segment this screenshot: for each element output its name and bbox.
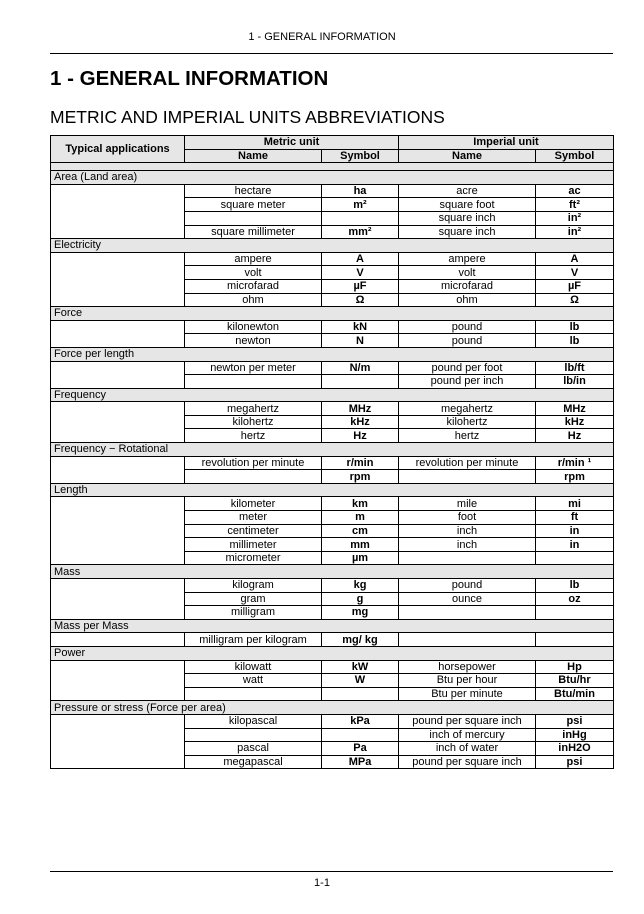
category-label: Electricity — [51, 239, 614, 253]
category-label: Area (Land area) — [51, 171, 614, 185]
imperial-name-cell: inch of mercury — [399, 728, 536, 742]
metric-symbol-cell — [322, 211, 399, 225]
metric-symbol-cell: r/min — [322, 456, 399, 470]
imperial-symbol-cell: psi — [536, 714, 614, 728]
metric-symbol-cell — [322, 728, 399, 742]
metric-name-cell: micrometer — [185, 551, 322, 565]
category-row — [51, 443, 614, 457]
table-row — [51, 633, 614, 647]
table-row — [51, 402, 614, 416]
metric-symbol-cell: mg — [322, 606, 399, 620]
metric-name-cell: newton per meter — [185, 361, 322, 375]
metric-symbol-cell: N — [322, 334, 399, 348]
imperial-name-cell: square inch — [399, 225, 536, 239]
metric-name-cell: microfarad — [185, 279, 322, 293]
metric-symbol-cell: Ω — [322, 293, 399, 307]
imperial-symbol-cell: in² — [536, 225, 614, 239]
imperial-name-cell: megahertz — [399, 402, 536, 416]
typical-application-cell — [51, 402, 185, 443]
metric-symbol-cell: mm² — [322, 225, 399, 239]
category-row — [51, 619, 614, 633]
metric-symbol-cell: V — [322, 266, 399, 280]
imperial-symbol-cell: mi — [536, 497, 614, 511]
col-header-metric-unit: Metric unit — [185, 136, 399, 150]
metric-name-cell — [185, 470, 322, 484]
metric-symbol-cell: m — [322, 511, 399, 525]
imperial-symbol-cell: Hp — [536, 660, 614, 674]
imperial-symbol-cell: Hz — [536, 429, 614, 443]
table-row — [51, 184, 614, 198]
category-row — [51, 388, 614, 402]
metric-name-cell: volt — [185, 266, 322, 280]
imperial-name-cell: ounce — [399, 592, 536, 606]
imperial-name-cell: Btu per hour — [399, 674, 536, 688]
metric-symbol-cell: A — [322, 252, 399, 266]
metric-symbol-cell: kg — [322, 579, 399, 593]
metric-symbol-cell: W — [322, 674, 399, 688]
metric-symbol-cell: kHz — [322, 415, 399, 429]
metric-name-cell: gram — [185, 592, 322, 606]
metric-symbol-cell: km — [322, 497, 399, 511]
metric-symbol-cell: N/m — [322, 361, 399, 375]
metric-symbol-cell: kN — [322, 320, 399, 334]
category-label: Force per length — [51, 347, 614, 361]
imperial-symbol-cell — [536, 606, 614, 620]
metric-name-cell: kilopascal — [185, 714, 322, 728]
metric-name-cell — [185, 728, 322, 742]
imperial-name-cell — [399, 470, 536, 484]
imperial-name-cell: square inch — [399, 211, 536, 225]
typical-application-cell — [51, 497, 185, 565]
table-row — [51, 497, 614, 511]
imperial-symbol-cell: r/min ¹ — [536, 456, 614, 470]
metric-symbol-cell — [322, 375, 399, 389]
imperial-symbol-cell: rpm — [536, 470, 614, 484]
imperial-symbol-cell: A — [536, 252, 614, 266]
metric-name-cell — [185, 211, 322, 225]
typical-application-cell — [51, 660, 185, 701]
footer-rule — [50, 871, 613, 872]
imperial-symbol-cell: in — [536, 538, 614, 552]
imperial-name-cell: pound — [399, 334, 536, 348]
category-label: Mass — [51, 565, 614, 579]
section-title: METRIC AND IMPERIAL UNITS ABBREVIATIONS — [50, 107, 445, 127]
typical-application-cell — [51, 320, 185, 347]
metric-name-cell: pascal — [185, 742, 322, 756]
metric-name-cell: kilohertz — [185, 415, 322, 429]
metric-name-cell — [185, 375, 322, 389]
category-label: Force — [51, 307, 614, 321]
imperial-symbol-cell: Btu/hr — [536, 674, 614, 688]
metric-name-cell: newton — [185, 334, 322, 348]
col-header-imperial-symbol: Symbol — [536, 149, 614, 163]
category-row — [51, 483, 614, 497]
metric-symbol-cell: MHz — [322, 402, 399, 416]
metric-name-cell: square millimeter — [185, 225, 322, 239]
category-label: Frequency − Rotational — [51, 443, 614, 457]
imperial-symbol-cell: lb — [536, 579, 614, 593]
table-row — [51, 456, 614, 470]
imperial-symbol-cell: lb/ft — [536, 361, 614, 375]
imperial-symbol-cell: in² — [536, 211, 614, 225]
metric-symbol-cell: m² — [322, 198, 399, 212]
imperial-name-cell: square foot — [399, 198, 536, 212]
category-row — [51, 565, 614, 579]
typical-application-cell — [51, 252, 185, 306]
metric-symbol-cell: kPa — [322, 714, 399, 728]
imperial-name-cell — [399, 633, 536, 647]
category-row — [51, 701, 614, 715]
imperial-symbol-cell — [536, 633, 614, 647]
col-header-imperial-unit: Imperial unit — [399, 136, 614, 150]
category-row — [51, 307, 614, 321]
col-header-metric-name: Name — [185, 149, 322, 163]
imperial-symbol-cell: V — [536, 266, 614, 280]
imperial-name-cell: hertz — [399, 429, 536, 443]
imperial-name-cell: kilohertz — [399, 415, 536, 429]
imperial-name-cell — [399, 606, 536, 620]
metric-name-cell: ampere — [185, 252, 322, 266]
category-row — [51, 347, 614, 361]
imperial-name-cell: acre — [399, 184, 536, 198]
typical-application-cell — [51, 456, 185, 483]
table-row — [51, 660, 614, 674]
imperial-name-cell: Btu per minute — [399, 687, 536, 701]
units-table — [50, 135, 614, 769]
imperial-name-cell — [399, 551, 536, 565]
category-row — [51, 171, 614, 185]
imperial-name-cell: pound per square inch — [399, 714, 536, 728]
imperial-symbol-cell: ft² — [536, 198, 614, 212]
imperial-name-cell: pound — [399, 320, 536, 334]
imperial-name-cell: pound per foot — [399, 361, 536, 375]
imperial-name-cell: inch of water — [399, 742, 536, 756]
imperial-symbol-cell: in — [536, 524, 614, 538]
metric-name-cell: kilometer — [185, 497, 322, 511]
metric-name-cell: milligram per kilogram — [185, 633, 322, 647]
col-header-typical-applications: Typical applications — [51, 136, 185, 163]
imperial-name-cell: horsepower — [399, 660, 536, 674]
metric-name-cell: hectare — [185, 184, 322, 198]
imperial-symbol-cell: psi — [536, 755, 614, 769]
imperial-name-cell: pound — [399, 579, 536, 593]
table-row — [51, 579, 614, 593]
metric-name-cell: hertz — [185, 429, 322, 443]
imperial-symbol-cell — [536, 551, 614, 565]
page-title: 1 - GENERAL INFORMATION — [50, 67, 329, 90]
imperial-symbol-cell: lb — [536, 320, 614, 334]
metric-name-cell: ohm — [185, 293, 322, 307]
metric-name-cell: watt — [185, 674, 322, 688]
metric-symbol-cell — [322, 687, 399, 701]
table-row — [51, 361, 614, 375]
imperial-name-cell: inch — [399, 538, 536, 552]
imperial-name-cell: ohm — [399, 293, 536, 307]
imperial-name-cell: mile — [399, 497, 536, 511]
table-spacer-row — [51, 163, 614, 171]
category-label: Power — [51, 646, 614, 660]
units-table-body — [51, 163, 614, 769]
metric-name-cell: millimeter — [185, 538, 322, 552]
typical-application-cell — [51, 579, 185, 620]
metric-name-cell — [185, 687, 322, 701]
metric-symbol-cell: Hz — [322, 429, 399, 443]
metric-symbol-cell: µm — [322, 551, 399, 565]
imperial-symbol-cell: inHg — [536, 728, 614, 742]
metric-name-cell: kilowatt — [185, 660, 322, 674]
metric-name-cell: centimeter — [185, 524, 322, 538]
metric-symbol-cell: cm — [322, 524, 399, 538]
metric-symbol-cell: MPa — [322, 755, 399, 769]
typical-application-cell — [51, 361, 185, 388]
imperial-name-cell: volt — [399, 266, 536, 280]
imperial-name-cell: ampere — [399, 252, 536, 266]
typical-application-cell — [51, 714, 185, 768]
metric-name-cell: milligram — [185, 606, 322, 620]
metric-symbol-cell: rpm — [322, 470, 399, 484]
col-header-imperial-name: Name — [399, 149, 536, 163]
metric-symbol-cell: mg/ kg — [322, 633, 399, 647]
category-row — [51, 239, 614, 253]
page-number: 1-1 — [314, 877, 330, 889]
metric-name-cell: meter — [185, 511, 322, 525]
imperial-name-cell: inch — [399, 524, 536, 538]
table-row — [51, 320, 614, 334]
table-spacer-cell — [51, 163, 614, 171]
imperial-name-cell: microfarad — [399, 279, 536, 293]
typical-application-cell — [51, 633, 185, 647]
imperial-symbol-cell: ac — [536, 184, 614, 198]
typical-application-cell — [51, 184, 185, 238]
imperial-symbol-cell: ft — [536, 511, 614, 525]
imperial-symbol-cell: Ω — [536, 293, 614, 307]
imperial-symbol-cell: inH2O — [536, 742, 614, 756]
metric-symbol-cell: mm — [322, 538, 399, 552]
category-label: Pressure or stress (Force per area) — [51, 701, 614, 715]
imperial-symbol-cell: oz — [536, 592, 614, 606]
imperial-symbol-cell: Btu/min — [536, 687, 614, 701]
col-header-metric-symbol: Symbol — [322, 149, 399, 163]
metric-symbol-cell: kW — [322, 660, 399, 674]
category-label: Mass per Mass — [51, 619, 614, 633]
metric-symbol-cell: g — [322, 592, 399, 606]
imperial-name-cell: foot — [399, 511, 536, 525]
category-row — [51, 646, 614, 660]
metric-symbol-cell: Pa — [322, 742, 399, 756]
imperial-symbol-cell: MHz — [536, 402, 614, 416]
table-row — [51, 252, 614, 266]
imperial-name-cell: pound per inch — [399, 375, 536, 389]
category-label: Length — [51, 483, 614, 497]
running-header: 1 - GENERAL INFORMATION — [248, 31, 396, 43]
metric-name-cell: kilogram — [185, 579, 322, 593]
imperial-symbol-cell: lb — [536, 334, 614, 348]
metric-name-cell: kilonewton — [185, 320, 322, 334]
imperial-symbol-cell: kHz — [536, 415, 614, 429]
imperial-name-cell: pound per square inch — [399, 755, 536, 769]
category-label: Frequency — [51, 388, 614, 402]
imperial-symbol-cell: µF — [536, 279, 614, 293]
header-rule — [50, 53, 613, 54]
table-row — [51, 714, 614, 728]
metric-name-cell: revolution per minute — [185, 456, 322, 470]
metric-name-cell: megapascal — [185, 755, 322, 769]
metric-name-cell: megahertz — [185, 402, 322, 416]
imperial-symbol-cell: lb/in — [536, 375, 614, 389]
metric-symbol-cell: µF — [322, 279, 399, 293]
imperial-name-cell: revolution per minute — [399, 456, 536, 470]
metric-name-cell: square meter — [185, 198, 322, 212]
metric-symbol-cell: ha — [322, 184, 399, 198]
